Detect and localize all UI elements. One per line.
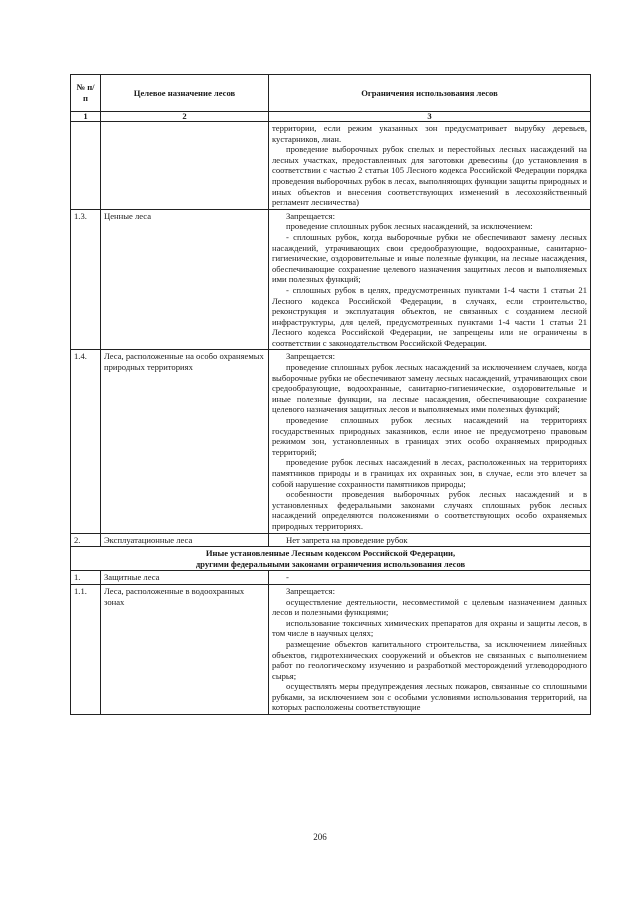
limit-paragraph: - сплошных рубок, когда выборочные рубки не обеспечивают замену лесных насаждений, утрачивающих свои средообразующие, водоохранные, санитарно-гигиенические, оздоровительные и иные полезные функции, на лесные насаждения, обеспечивающие сохранение целевого назначения защитных лесов и выполняемых ими полезных функций;: [272, 231, 587, 285]
limit-paragraph: использование токсичных химических препаратов для охраны и защиты лесов, в том числе в научных целях;: [272, 617, 587, 639]
row-purpose: Ценные леса: [101, 209, 269, 350]
limit-paragraph: Запрещается:: [286, 585, 335, 596]
row-number: 1.3.: [71, 209, 101, 350]
column-index: 3: [269, 112, 591, 122]
row-purpose: [101, 122, 269, 210]
row-purpose: Леса, расположенные в водоохранных зонах: [101, 584, 269, 714]
header-number: № п/п: [71, 75, 101, 112]
section-heading-line: Иные установленные Лесным кодексом Российской Федерации,: [205, 548, 456, 559]
row-number: [71, 122, 101, 210]
page-number: 206: [313, 832, 327, 842]
limit-paragraph: проведение сплошных рубок лесных насаждений, за исключением:: [286, 221, 533, 232]
row-number: 1.1.: [71, 584, 101, 714]
section-heading-row: [71, 547, 591, 571]
column-index: 1: [71, 112, 101, 122]
row-number: 1.4.: [71, 350, 101, 533]
section-heading: [71, 547, 591, 571]
row-limits: [269, 350, 591, 533]
restrictions-table: [70, 74, 591, 715]
row-purpose: Эксплуатационные леса: [101, 533, 269, 547]
limit-paragraph: Нет запрета на проведение рубок: [286, 534, 408, 545]
limit-paragraph: проведение выборочных рубок спелых и перестойных лесных насаждений на лесных участках, предоставленных для заготовки древесины (до установления в соответствии с частью 2 статьи 105 Лесного кодекса Российской Федерации порядка проведения выборочных рубок в лесах, выполняющих функции защиты природных и иных объектов и внесения соответствующих изменений в лесохозяйственный регламент лесничества): [272, 144, 587, 208]
header-limits: Ограничения использования лесов: [269, 75, 591, 112]
table-header-row: [71, 75, 591, 112]
limit-paragraph: проведение сплошных рубок лесных насаждений за исключением случаев, когда выборочные рубки не обеспечивают замену лесных насаждений, утрачивающих свои средообразующие, водоохранные, санитарно-гигиенические, оздоровительные и иные полезные функции, на лесные насаждения, обеспечивающие сохранение целевого назначения защитных лесов и выполняемых ими полезных функций;: [272, 362, 587, 415]
column-index-row: [71, 112, 591, 122]
row-limits: [269, 209, 591, 350]
limit-paragraph: - сплошных рубок в целях, предусмотренных пунктами 1-4 части 1 статьи 21 Лесного кодекса Российской Федерации, в случаях, если строительство, реконструкция и эксплуатация объектов, не связанных с созданием лесной инфраструктуры, для целей, предусмотренных пунктами 1-4 части 1 статьи 21 Лесного кодекса Российской Федерации, не запрещены или не ограничены в соответствии с законодательством Российской Федерации.: [272, 284, 587, 348]
row-number: 1.: [71, 571, 101, 585]
section-heading-line: другими федеральными законами ограничения использования лесов: [195, 558, 466, 569]
row-purpose: Леса, расположенные на особо охраняемых природных территориях: [101, 350, 269, 533]
limit-paragraph: Запрещается:: [286, 210, 335, 221]
row-limits: [269, 584, 591, 714]
header-purpose: Целевое назначение лесов: [101, 75, 269, 112]
table-row: [71, 350, 591, 533]
table-row: [71, 533, 591, 547]
limit-paragraph: территории, если режим указанных зон предусматривает вырубку деревьев, кустарников, лиан.: [272, 123, 587, 144]
limit-paragraph: осуществлять меры предупреждения лесных пожаров, связанные со сплошными рубками, за исключением зон с особыми условиями использования территорий, на которых расположены соответствующие: [272, 681, 587, 713]
row-purpose: Защитные леса: [101, 571, 269, 585]
row-number: 2.: [71, 533, 101, 547]
limit-paragraph: -: [286, 572, 289, 583]
limit-paragraph: проведение сплошных рубок лесных насаждений на территориях государственных природных заказников, если иное не предусмотрено правовым режимом зон, установленных в границах этих особо охраняемых природных территорий;: [272, 415, 587, 457]
limit-paragraph: Запрещается:: [286, 351, 335, 362]
row-limits: [269, 122, 591, 210]
limit-paragraph: проведение рубок лесных насаждений в лесах, расположенных на территориях памятников природы и в границах их охранных зон, в случае, если это влечет за собой нарушение сохранности памятников природы;: [272, 457, 587, 489]
limit-paragraph: особенности проведения выборочных рубок лесных насаждений и в установленных федеральными законами случаях сплошных рубок лесных насаждений определяются положениями о соответствующих особо охраняемых природных территориях.: [272, 489, 587, 531]
table-row: [71, 584, 591, 714]
row-limits: [269, 533, 591, 547]
table-row: [71, 122, 591, 210]
limit-paragraph: осуществление деятельности, несовместимой с целевым назначением данных лесов и полезными функциями;: [272, 596, 587, 618]
table-row: [71, 209, 591, 350]
column-index: 2: [101, 112, 269, 122]
limit-paragraph: размещение объектов капитального строительства, за исключением линейных объектов, гидротехнических сооружений и объектов не связанных с выполнением работ по геологическому изучению и разработкой месторождений углеводородного сырья;: [272, 638, 587, 681]
table-row: [71, 571, 591, 585]
row-limits: [269, 571, 591, 585]
